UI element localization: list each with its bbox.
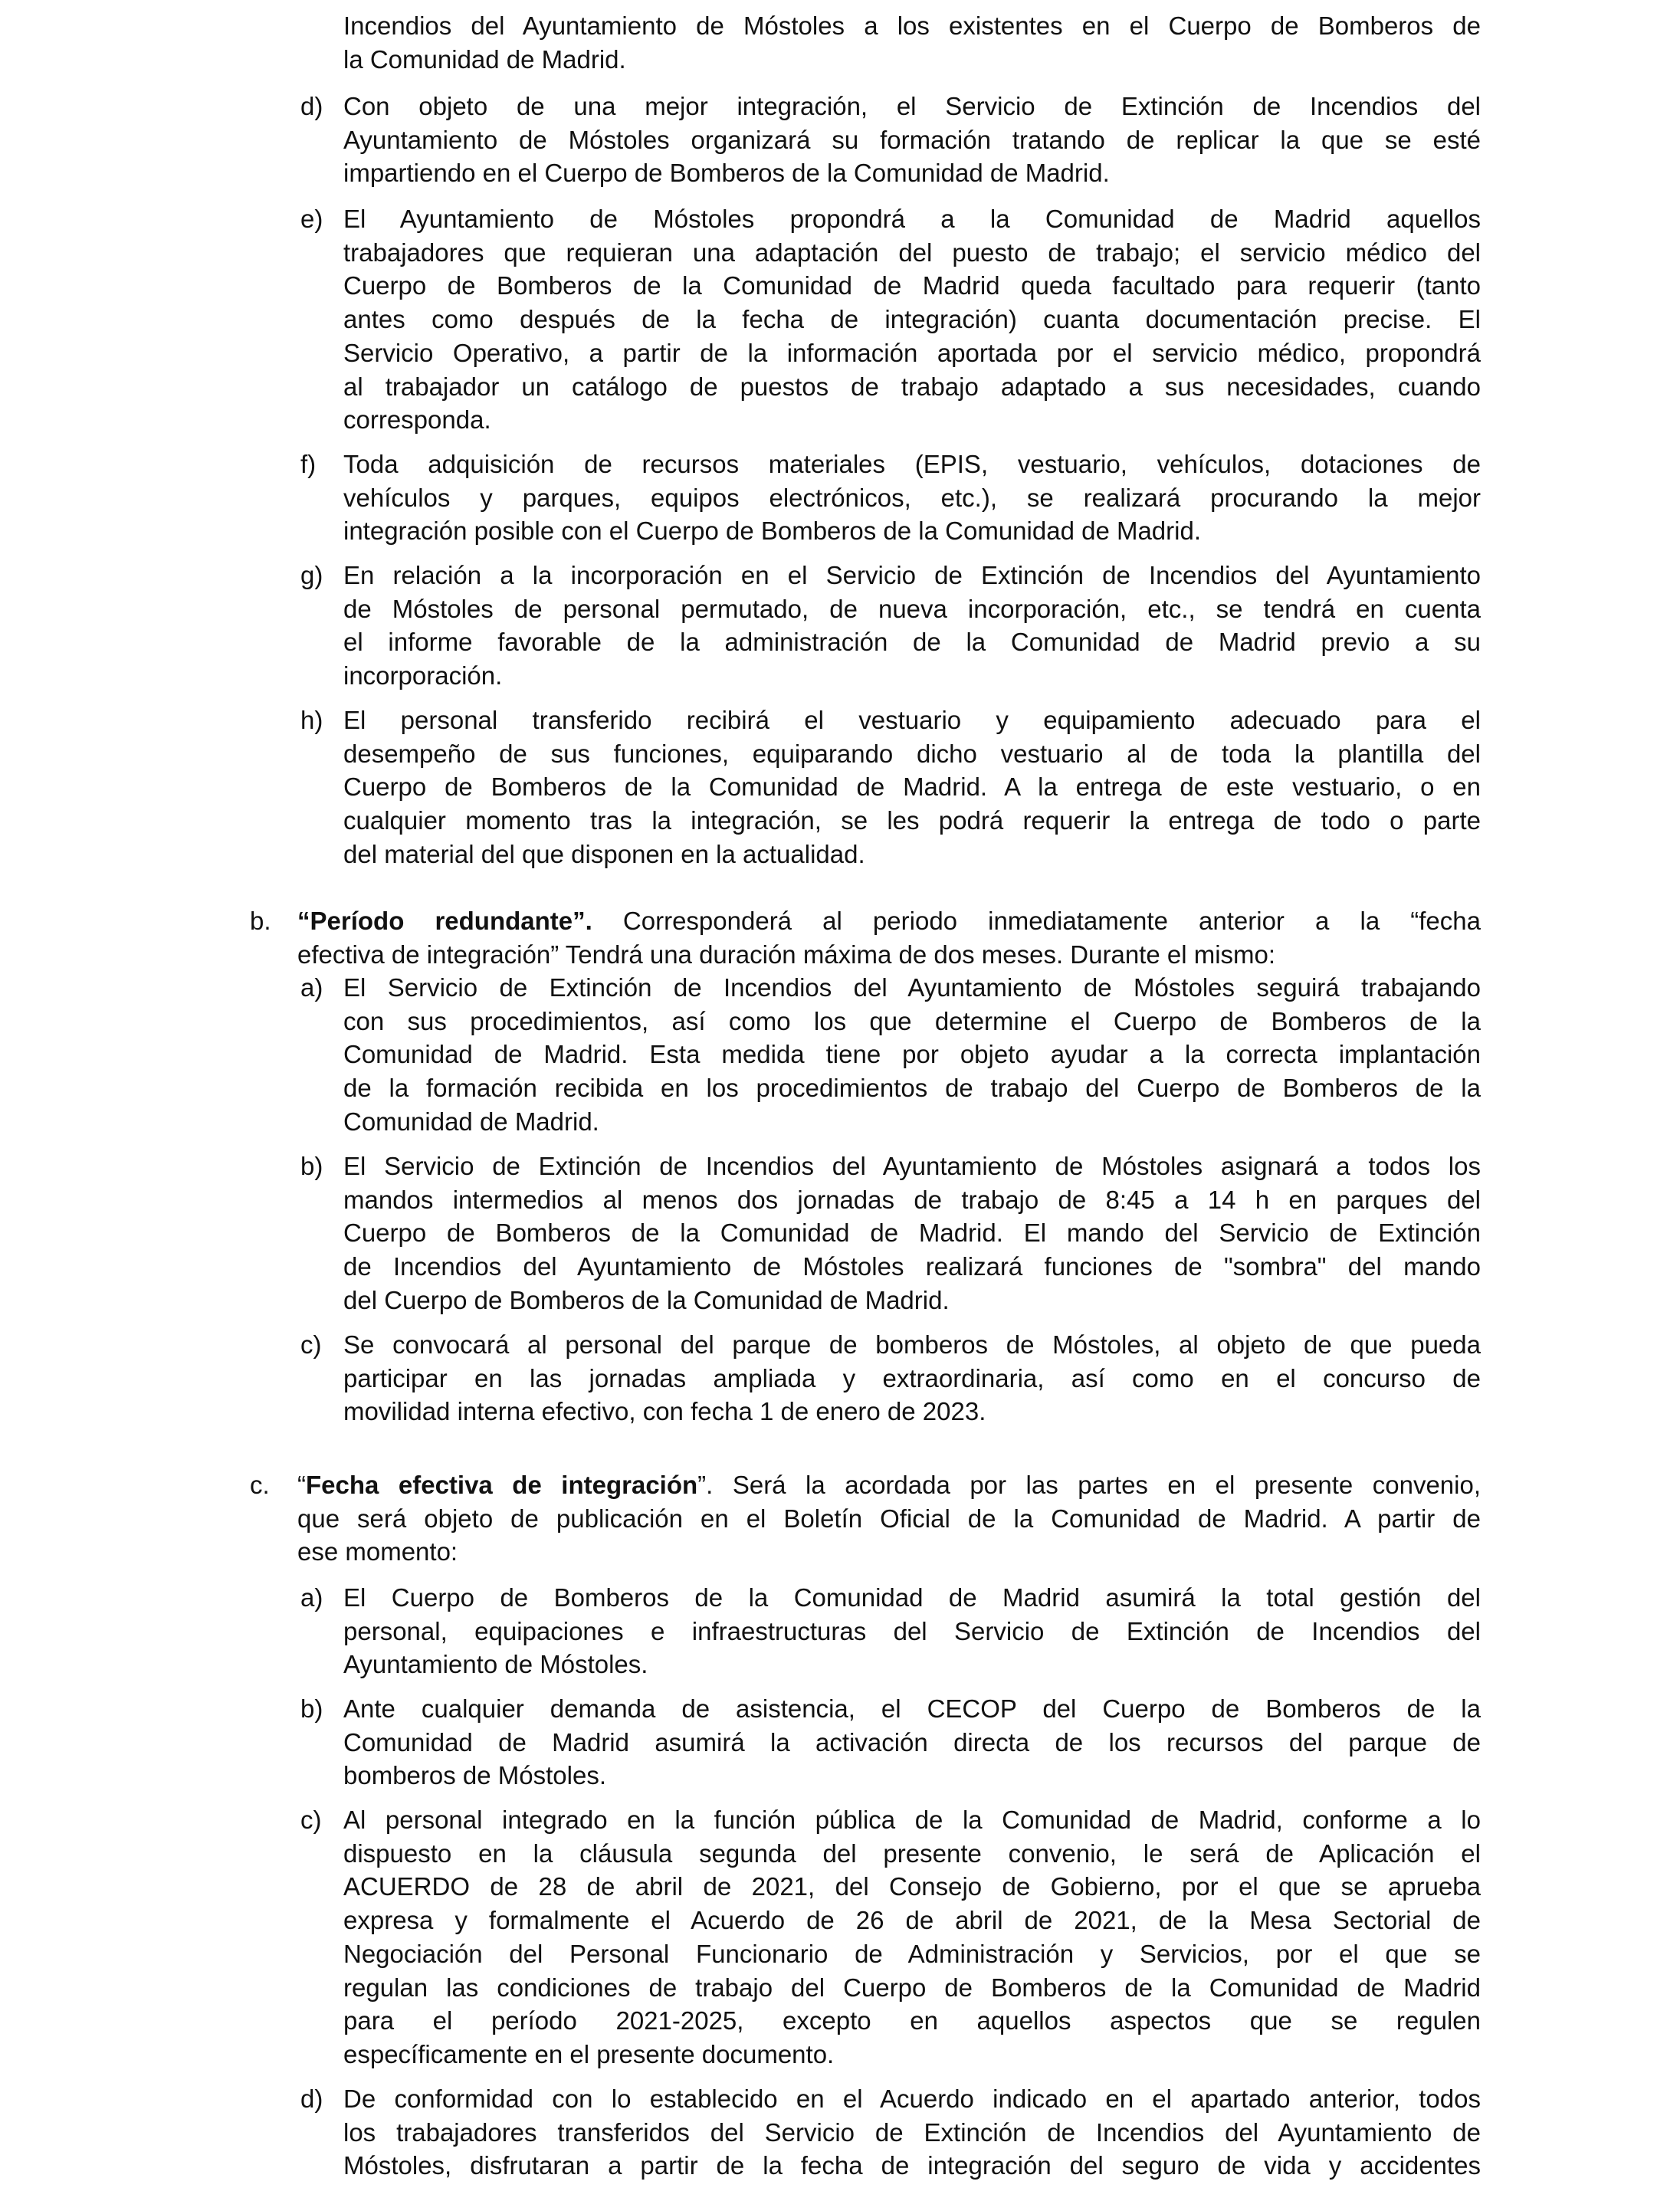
text-line: Ante cualquier demanda de asistencia, el CECOP del Cuerpo de Bomberos de la: [343, 1694, 1481, 1723]
paragraph-text: [343, 448, 1481, 548]
text-line: corresponda.: [343, 405, 491, 435]
text-line: El Servicio de Extinción de Incendios del Ayuntamiento de Móstoles asignará a todos los: [343, 1152, 1481, 1180]
text-line: que será objeto de publicación en el Boletín Oficial de la Comunidad de Madrid. A partir de: [297, 1504, 1481, 1533]
text-line: trabajadores que requieran una adaptación del puesto de trabajo; el servicio médico del: [343, 238, 1481, 267]
text-line: integración posible con el Cuerpo de Bomberos de la Comunidad de Madrid.: [343, 517, 1202, 546]
text-line: incorporación.: [343, 661, 503, 690]
text-line: de Móstoles de personal permutado, de nueva incorporación, etc., se tendrá en cuenta: [343, 594, 1481, 623]
text-line: Ayuntamiento de Móstoles.: [343, 1650, 648, 1679]
text-line: de la formación recibida en los procedimientos de trabajo del Cuerpo de Bomberos de la: [343, 1074, 1481, 1103]
text-fragment: ”. Será la acordada por las partes en el presente convenio,: [697, 1471, 1481, 1499]
text-line: participar en las jornadas ampliada y extraordinaria, así como en el concurso de: [343, 1363, 1481, 1392]
list-marker: a): [300, 1583, 323, 1612]
list-marker: h): [300, 706, 323, 734]
text-line: El Servicio de Extinción de Incendios del Ayuntamiento de Móstoles seguirá trabajando: [343, 973, 1481, 1002]
paragraph-text: [343, 202, 1481, 437]
text-line: Toda adquisición de recursos materiales (EPIS, vestuario, vehículos, dotaciones de: [343, 450, 1481, 478]
list-marker: a): [300, 973, 323, 1002]
text-line: De conformidad con lo establecido en el Acuerdo indicado en el apartado anterior, todos: [343, 2085, 1481, 2113]
text-line: Ayuntamiento de Móstoles organizará su formación tratando de replicar la que se esté: [343, 125, 1481, 154]
text-line: Incendios del Ayuntamiento de Móstoles a los existentes en el Cuerpo de Bomberos de: [343, 11, 1481, 40]
text-line: Al personal integrado en la función pública de la Comunidad de Madrid, conforme a lo: [343, 1806, 1481, 1834]
text-line: movilidad interna efectivo, con fecha 1 de enero de 2023.: [343, 1397, 986, 1426]
section-marker: b.: [250, 907, 271, 935]
text-line: del Cuerpo de Bomberos de la Comunidad de Madrid.: [343, 1285, 950, 1314]
text-line: [297, 1468, 1481, 1502]
text-line: El Cuerpo de Bomberos de la Comunidad de Madrid asumirá la total gestión del: [343, 1583, 1481, 1612]
text-line: Cuerpo de Bomberos de la Comunidad de Madrid. A la entrega de este vestuario, o en: [343, 772, 1481, 802]
list-marker: d): [300, 92, 323, 120]
paragraph-text: [343, 90, 1481, 190]
paragraph-text: [343, 971, 1481, 1139]
text-line: Con objeto de una mejor integración, el Servicio de Extinción de Incendios del: [343, 92, 1481, 120]
section-heading: Fecha efectiva de integración: [306, 1471, 698, 1499]
section-heading: “Período redundante”.: [297, 907, 592, 935]
list-marker: b): [300, 1694, 323, 1723]
text-line: En relación a la incorporación en el Servicio de Extinción de Incendios del Ayuntamiento: [343, 561, 1481, 589]
list-marker: g): [300, 561, 323, 589]
paragraph-text: [343, 1692, 1481, 1793]
text-line: ese momento:: [297, 1537, 458, 1566]
text-line: específicamente en el presente documento.: [343, 2039, 835, 2068]
text-line: personal, equipaciones e infraestructuras del Servicio de Extinción de Incendios del: [343, 1616, 1481, 1645]
text-line: dispuesto en la cláusula segunda del presente convenio, le será de Aplicación el: [343, 1839, 1481, 1868]
paragraph-text: [343, 559, 1481, 693]
text-line: impartiendo en el Cuerpo de Bomberos de la Comunidad de Madrid.: [343, 159, 1110, 188]
paragraph-text: [343, 1150, 1481, 1317]
text-line: Comunidad de Madrid. Esta medida tiene por objeto ayudar a la correcta implantación: [343, 1040, 1481, 1069]
text-line: los trabajadores transferidos del Servicio de Extinción de Incendios del Ayuntamiento de: [343, 2117, 1481, 2147]
list-marker: c): [300, 1806, 322, 1834]
text-line: antes como después de la fecha de integración) cuanta documentación precise. El: [343, 305, 1481, 334]
text-line: Servicio Operativo, a partir de la información aportada por el servicio médico, propondrá: [343, 338, 1481, 367]
paragraph-text: [343, 1328, 1481, 1429]
text-line: ACUERDO de 28 de abril de 2021, del Consejo de Gobierno, por el que se aprueba: [343, 1872, 1481, 1901]
text-line: Cuerpo de Bomberos de la Comunidad de Madrid queda facultado para requerir (tanto: [343, 271, 1481, 300]
text-line: de Incendios del Ayuntamiento de Móstoles realizará funciones de "sombra" del mando: [343, 1252, 1481, 1281]
list-marker: f): [300, 450, 317, 478]
paragraph-text: [343, 704, 1481, 871]
text-line: Móstoles, disfrutaran a partir de la fecha de integración del seguro de vida y accidentes: [343, 2151, 1481, 2180]
list-marker: c): [300, 1330, 322, 1359]
paragraph-text: [297, 1468, 1481, 1569]
text-line: cualquier momento tras la integración, se les podrá requerir la entrega de todo o parte: [343, 806, 1481, 835]
text-line: regulan las condiciones de trabajo del Cuerpo de Bomberos de la Comunidad de Madrid: [343, 1973, 1481, 2002]
text-line: con sus procedimientos, así como los que determine el Cuerpo de Bomberos de la: [343, 1006, 1481, 1035]
text-line: la Comunidad de Madrid.: [343, 44, 626, 74]
text-line: vehículos y parques, equipos electrónicos, etc.), se realizará procurando la mejor: [343, 483, 1481, 512]
text-line: Se convocará al personal del parque de bomberos de Móstoles, al objeto de que pueda: [343, 1330, 1481, 1359]
text-line: Negociación del Personal Funcionario de Administración y Servicios, por el que se: [343, 1939, 1481, 1968]
text-line: El Ayuntamiento de Móstoles propondrá a la Comunidad de Madrid aquellos: [343, 205, 1481, 233]
list-marker: b): [300, 1152, 323, 1180]
list-marker: d): [300, 2085, 323, 2113]
text-line: El personal transferido recibirá el vestuario y equipamiento adecuado para el: [343, 706, 1481, 734]
paragraph-text: [343, 9, 1481, 76]
text-fragment: Corresponderá al periodo inmediatamente anterior a la “fecha: [592, 907, 1481, 935]
text-line: mandos intermedios al menos dos jornadas de trabajo de 8:45 a 14 h en parques del: [343, 1185, 1481, 1214]
text-line: Comunidad de Madrid.: [343, 1107, 599, 1136]
text-line: expresa y formalmente el Acuerdo de 26 de abril de 2021, de la Mesa Sectorial de: [343, 1906, 1481, 1935]
section-marker: c.: [250, 1471, 270, 1499]
paragraph-text: [343, 2082, 1481, 2183]
text-line: Comunidad de Madrid asumirá la activación directa de los recursos del parque de: [343, 1727, 1481, 1757]
paragraph-text: [297, 904, 1481, 971]
paragraph-text: [343, 1581, 1481, 1681]
text-line: para el período 2021-2025, excepto en aquellos aspectos que se regulen: [343, 2006, 1481, 2035]
text-line: el informe favorable de la administración de la Comunidad de Madrid previo a su: [343, 628, 1481, 657]
text-line: bomberos de Móstoles.: [343, 1761, 607, 1790]
text-line: efectiva de integración” Tendrá una duración máxima de dos meses. Durante el mismo:: [297, 940, 1276, 969]
text-line: Cuerpo de Bomberos de la Comunidad de Madrid. El mando del Servicio de Extinción: [343, 1219, 1481, 1248]
quote-mark: “: [297, 1471, 306, 1499]
text-line: al trabajador un catálogo de puestos de trabajo adaptado a sus necesidades, cuando: [343, 372, 1481, 401]
text-line: del material del que disponen en la actualidad.: [343, 839, 865, 868]
text-line: [297, 904, 1481, 938]
list-marker: e): [300, 205, 323, 233]
paragraph-text: [343, 1803, 1481, 2071]
text-line: desempeño de sus funciones, equiparando dicho vestuario al de toda la plantilla del: [343, 739, 1481, 768]
